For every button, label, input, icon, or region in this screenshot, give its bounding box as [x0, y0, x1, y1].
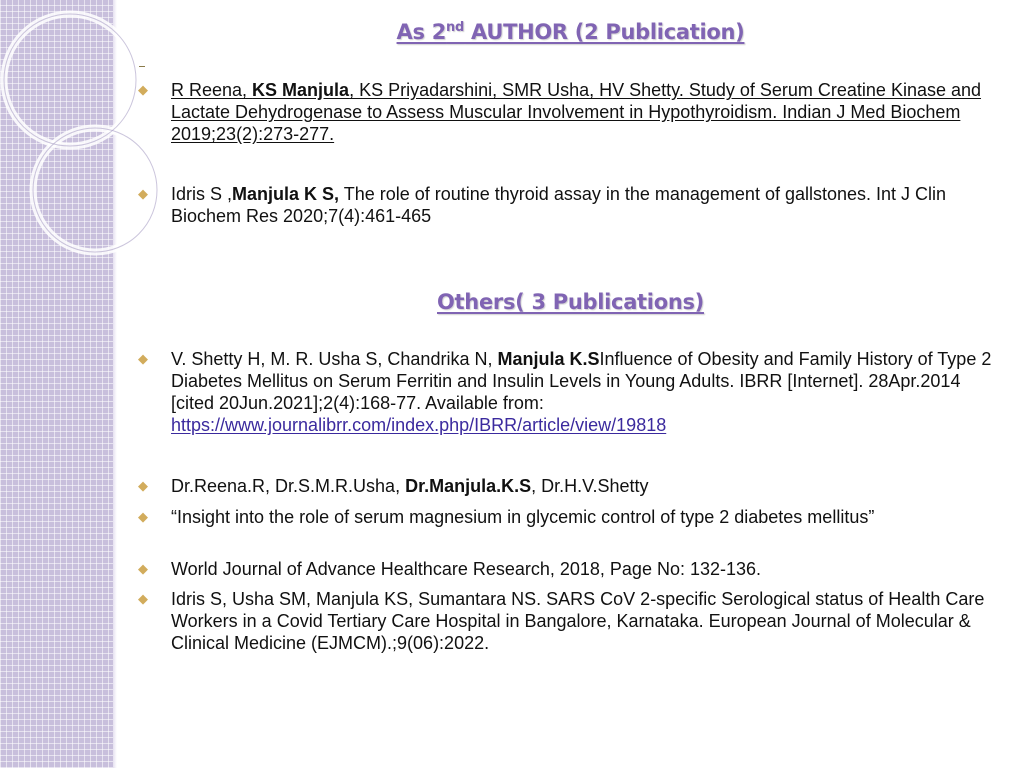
- others-entry-1: [171, 348, 1001, 436]
- others-entry-4: World Journal of Advance Healthcare Research, 2018, Page No: 132-136.: [171, 559, 762, 579]
- entry-authors: Idris S ,: [171, 184, 233, 204]
- entry-authors: R Reena,: [171, 80, 253, 100]
- entry-highlight-author: Manjula K.S: [497, 349, 600, 369]
- bullet-icon: ◆: [138, 82, 148, 97]
- entry-details: The role of routine thyroid assay in the management of gallstones. Int J Clin Biochem Res 2020;7(4):461-465: [171, 184, 947, 226]
- entry-highlight-author: Dr.Manjula.K.S: [405, 476, 532, 496]
- others-entry-5: Idris S, Usha SM, Manjula KS, Sumantara NS. SARS CoV 2-specific Serological status of Health Care Workers in a Covid Tertiary Care Hospital in Bangalore, Karnataka. European Journal of Molecular & Clinical Medicine (EJMCM).;9(06):2022.: [171, 589, 985, 653]
- bullet-icon: ◆: [138, 478, 148, 493]
- entry-authors: V. Shetty H, M. R. Usha S, Chandrika N,: [171, 349, 498, 369]
- stray-dash: [139, 66, 145, 67]
- second-author-entry-1: [171, 79, 1001, 145]
- article-link[interactable]: https://www.journalibrr.com/index.php/IBRR/article/view/19818: [171, 415, 667, 435]
- entry-details: , Dr.H.V.Shetty: [531, 476, 649, 496]
- entry-highlight-author: Manjula K S,: [232, 184, 340, 204]
- bullet-icon: ◆: [138, 186, 148, 201]
- heading-second-author: [117, 20, 1024, 44]
- bullet-icon: ◆: [138, 351, 148, 366]
- entry-details: , KS Priyadarshini, SMR Usha, HV Shetty. Study of Serum Creatine Kinase and Lactate Dehydrogenase to Assess Muscular Involvement in Hypothyroidism. Indian J Med Biochem 2019;23(2):273-277.: [171, 80, 982, 144]
- entry-authors: Dr.Reena.R, Dr.S.M.R.Usha,: [171, 476, 406, 496]
- heading-second-author-suffix: AUTHOR (2 Publication): [464, 20, 745, 44]
- heading-second-author-prefix: As 2: [396, 20, 447, 44]
- entry-details: Influence of Obesity and Family History of Type 2 Diabetes Mellitus on Serum Ferritin and Insulin Levels in Young Adults. IBRR [Internet]. 28Apr.2014 [cited 20Jun.2021];2(4):168-77. Available from:: [171, 349, 992, 413]
- others-entry-2: [171, 475, 1001, 497]
- second-author-entry-2: [171, 183, 1001, 227]
- heading-others: Others( 3 Publications): [437, 290, 704, 314]
- bullet-icon: ◆: [138, 591, 148, 606]
- bullet-icon: ◆: [138, 561, 148, 576]
- others-entry-3: “Insight into the role of serum magnesium in glycemic control of type 2 diabetes mellitus”: [171, 507, 875, 527]
- entry-highlight-author: KS Manjula: [252, 80, 350, 100]
- heading-second-author-sup: nd: [446, 20, 464, 35]
- decorative-arcs: [0, 0, 200, 300]
- bullet-icon: ◆: [138, 509, 148, 524]
